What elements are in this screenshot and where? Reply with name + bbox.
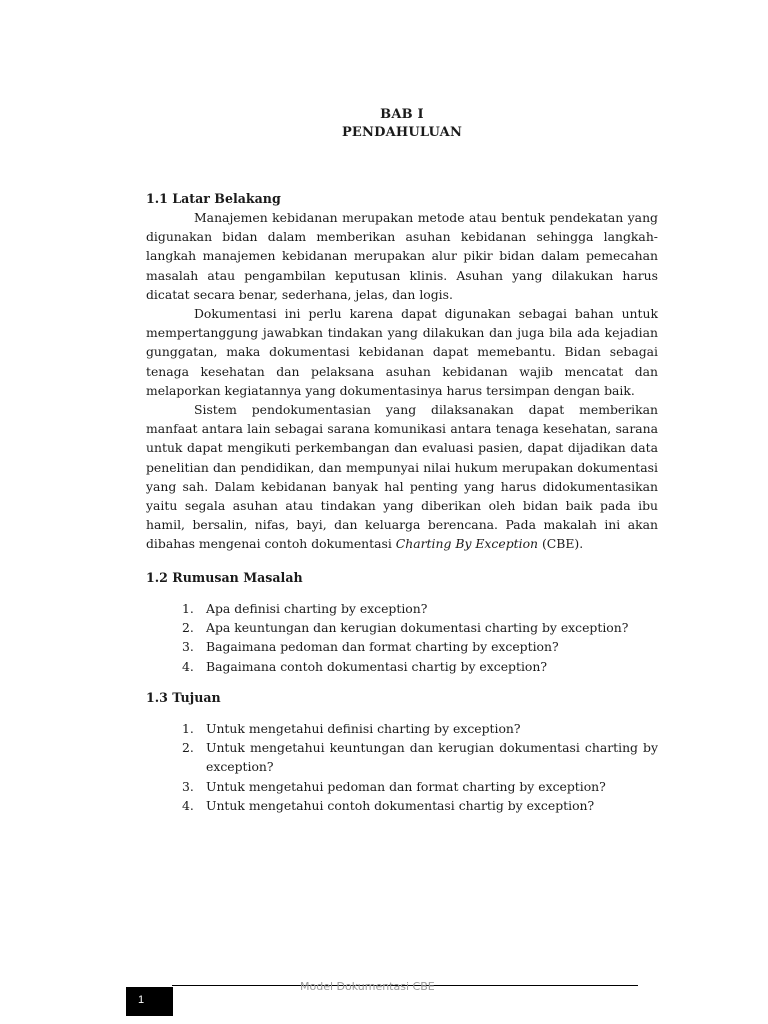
list-item [146,657,658,676]
list-number: 1. [182,601,194,616]
list-text: Untuk mengetahui contoh dokumentasi chartig by exception? [206,797,595,813]
italic-term: Charting By Exception [395,536,539,552]
list-item [146,796,658,815]
list-item [146,777,658,796]
paragraph: Dokumentasi ini perlu karena dapat digunakan sebagai bahan untuk mempertanggung jawabkan tindakan yang dilakukan dan juga bila ada kejadian gunggatan, maka dokumentasi kebidanan dapat memebantu. Bidan sebagai tenaga kesehatan dan pelaksana asuhan kebidanan wajib mencatat dan melaporkan kegiatannya yang dokumentasinya harus tersimpan dengan baik. [146,306,658,398]
section-heading: 1.1 Latar Belakang [146,191,281,206]
list-text: Untuk mengetahui keuntungan dan kerugian dokumentasi charting by exception? [206,740,658,775]
list-text: Apa definisi charting by exception? [206,601,428,616]
list-text: Bagaimana pedoman dan format charting by exception? [206,639,559,655]
list-item [146,599,658,618]
list-text: Untuk mengetahui pedoman dan format charting by exception? [206,778,606,794]
list-number: 3. [182,778,194,794]
list-text: Untuk mengetahui definisi charting by exception? [206,721,521,736]
footer-title: Model Dokumentasi CBE [300,980,435,993]
section-heading: 1.3 Tujuan [146,690,221,705]
list-number: 1. [182,721,194,736]
list-text: Bagaimana contoh dokumentasi chartig by exception? [206,658,547,674]
chapter-title: PENDAHULUAN [341,125,463,140]
paragraph-text: (CBE). [538,536,584,552]
paragraph [146,400,658,554]
list-item [146,719,658,738]
list-number: 4. [182,797,194,813]
section-goals [146,688,658,815]
page-number: 1 [126,987,173,1016]
paragraph: Manajemen kebidanan merupakan metode atau bentuk pendekatan yang digunakan bidan dalam memberikan asuhan kebidanan sehingga langkah-langkah manajemen kebidanan merupakan alur pikir bidan dalam pemecahan masalah atau pengambilan keputusan klinis. Asuhan yang dilakukan harus dicatat secara benar, sederhana, jelas, dan logis. [146,210,658,302]
section-background [146,189,658,554]
section-problem [146,568,658,676]
list-number: 3. [182,639,194,655]
list-item [146,637,658,656]
paragraph-text: Sistem pendokumentasian yang dilaksanakan dapat memberikan manfaat antara lain sebagai sarana komunikasi antara tenaga kesehatan, sarana untuk dapat mengikuti perkembangan dan evaluasi pasien, dapat dijadikan data penelitian dan pendidikan, dan mempunyai nilai hukum merupakan dokumentasi yang sah. Dalam kebidanan banyak hal penting yang harus didokumentasikan yaitu segala asuhan atau tindakan yang diberikan oleh bidan baik pada ibu hamil, bersalin, nifas, bayi, dan keluarga berencana. Pada makalah ini akan dibahas mengenai contoh dokumentasi [146,402,658,552]
list-number: 2. [182,740,194,756]
list-number: 4. [182,658,194,674]
problem-list [146,599,658,676]
goals-list [146,719,658,815]
list-number: 2. [182,620,194,636]
list-item [146,738,658,776]
list-text: Apa keuntungan dan kerugian dokumentasi charting by exception? [206,620,629,636]
section-heading: 1.2 Rumusan Masalah [146,570,303,585]
list-item [146,618,658,637]
chapter-label: BAB I [380,107,424,122]
